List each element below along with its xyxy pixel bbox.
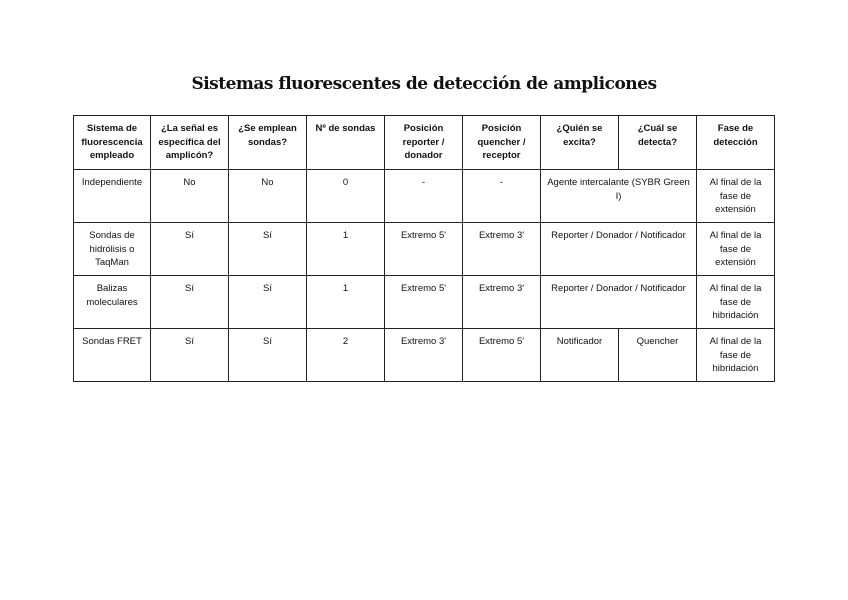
cell-sistema: Sondas FRET xyxy=(74,329,151,382)
cell-sondas: No xyxy=(229,170,307,223)
cell-num-sondas: 2 xyxy=(307,329,385,382)
header-sondas: ¿Se emplean sondas? xyxy=(229,116,307,170)
table-row xyxy=(74,276,775,329)
table-row xyxy=(74,329,775,382)
cell-excita-detecta: Agente intercalante (SYBR Green I) xyxy=(541,170,697,223)
cell-fase: Al final de la fase de hibridación xyxy=(697,276,775,329)
cell-detecta: Quencher xyxy=(619,329,697,382)
probe-systems-table xyxy=(73,115,775,382)
header-detecta: ¿Cuál se detecta? xyxy=(619,116,697,170)
page-title: Sistemas fluorescentes de detección de amplicones xyxy=(191,74,657,94)
cell-excita-detecta: Reporter / Donador / Notificador xyxy=(541,223,697,276)
cell-num-sondas: 0 xyxy=(307,170,385,223)
cell-especifica: No xyxy=(151,170,229,223)
cell-fase: Al final de la fase de hibridación xyxy=(697,329,775,382)
cell-excita-detecta: Reporter / Donador / Notificador xyxy=(541,276,697,329)
cell-pos-reporter: Extremo 5' xyxy=(385,276,463,329)
table-row xyxy=(74,170,775,223)
header-sistema: Sistema de fluorescencia empleado xyxy=(74,116,151,170)
header-pos-quencher: Posición quencher / receptor xyxy=(463,116,541,170)
cell-pos-reporter: - xyxy=(385,170,463,223)
cell-pos-reporter: Extremo 5' xyxy=(385,223,463,276)
cell-sistema: Independiente xyxy=(74,170,151,223)
cell-sondas: Sí xyxy=(229,223,307,276)
cell-especifica: Sí xyxy=(151,223,229,276)
cell-pos-reporter: Extremo 3' xyxy=(385,329,463,382)
cell-sistema: Sondas de hidrólisis o TaqMan xyxy=(74,223,151,276)
cell-pos-quencher: - xyxy=(463,170,541,223)
cell-pos-quencher: Extremo 3' xyxy=(463,223,541,276)
cell-fase: Al final de la fase de extensión xyxy=(697,170,775,223)
header-especifica: ¿La señal es específica del amplicón? xyxy=(151,116,229,170)
cell-pos-quencher: Extremo 5' xyxy=(463,329,541,382)
table-header-row xyxy=(74,116,775,170)
cell-sondas: Sí xyxy=(229,329,307,382)
header-excita: ¿Quién se excita? xyxy=(541,116,619,170)
header-fase: Fase de detección xyxy=(697,116,775,170)
cell-especifica: Sí xyxy=(151,329,229,382)
cell-num-sondas: 1 xyxy=(307,276,385,329)
cell-pos-quencher: Extremo 3' xyxy=(463,276,541,329)
table-row xyxy=(74,223,775,276)
header-pos-reporter: Posición reporter / donador xyxy=(385,116,463,170)
cell-sondas: Sí xyxy=(229,276,307,329)
cell-excita: Notificador xyxy=(541,329,619,382)
cell-especifica: Sí xyxy=(151,276,229,329)
cell-num-sondas: 1 xyxy=(307,223,385,276)
cell-fase: Al final de la fase de extensión xyxy=(697,223,775,276)
cell-sistema: Balizas moleculares xyxy=(74,276,151,329)
header-num-sondas: Nº de sondas xyxy=(307,116,385,170)
